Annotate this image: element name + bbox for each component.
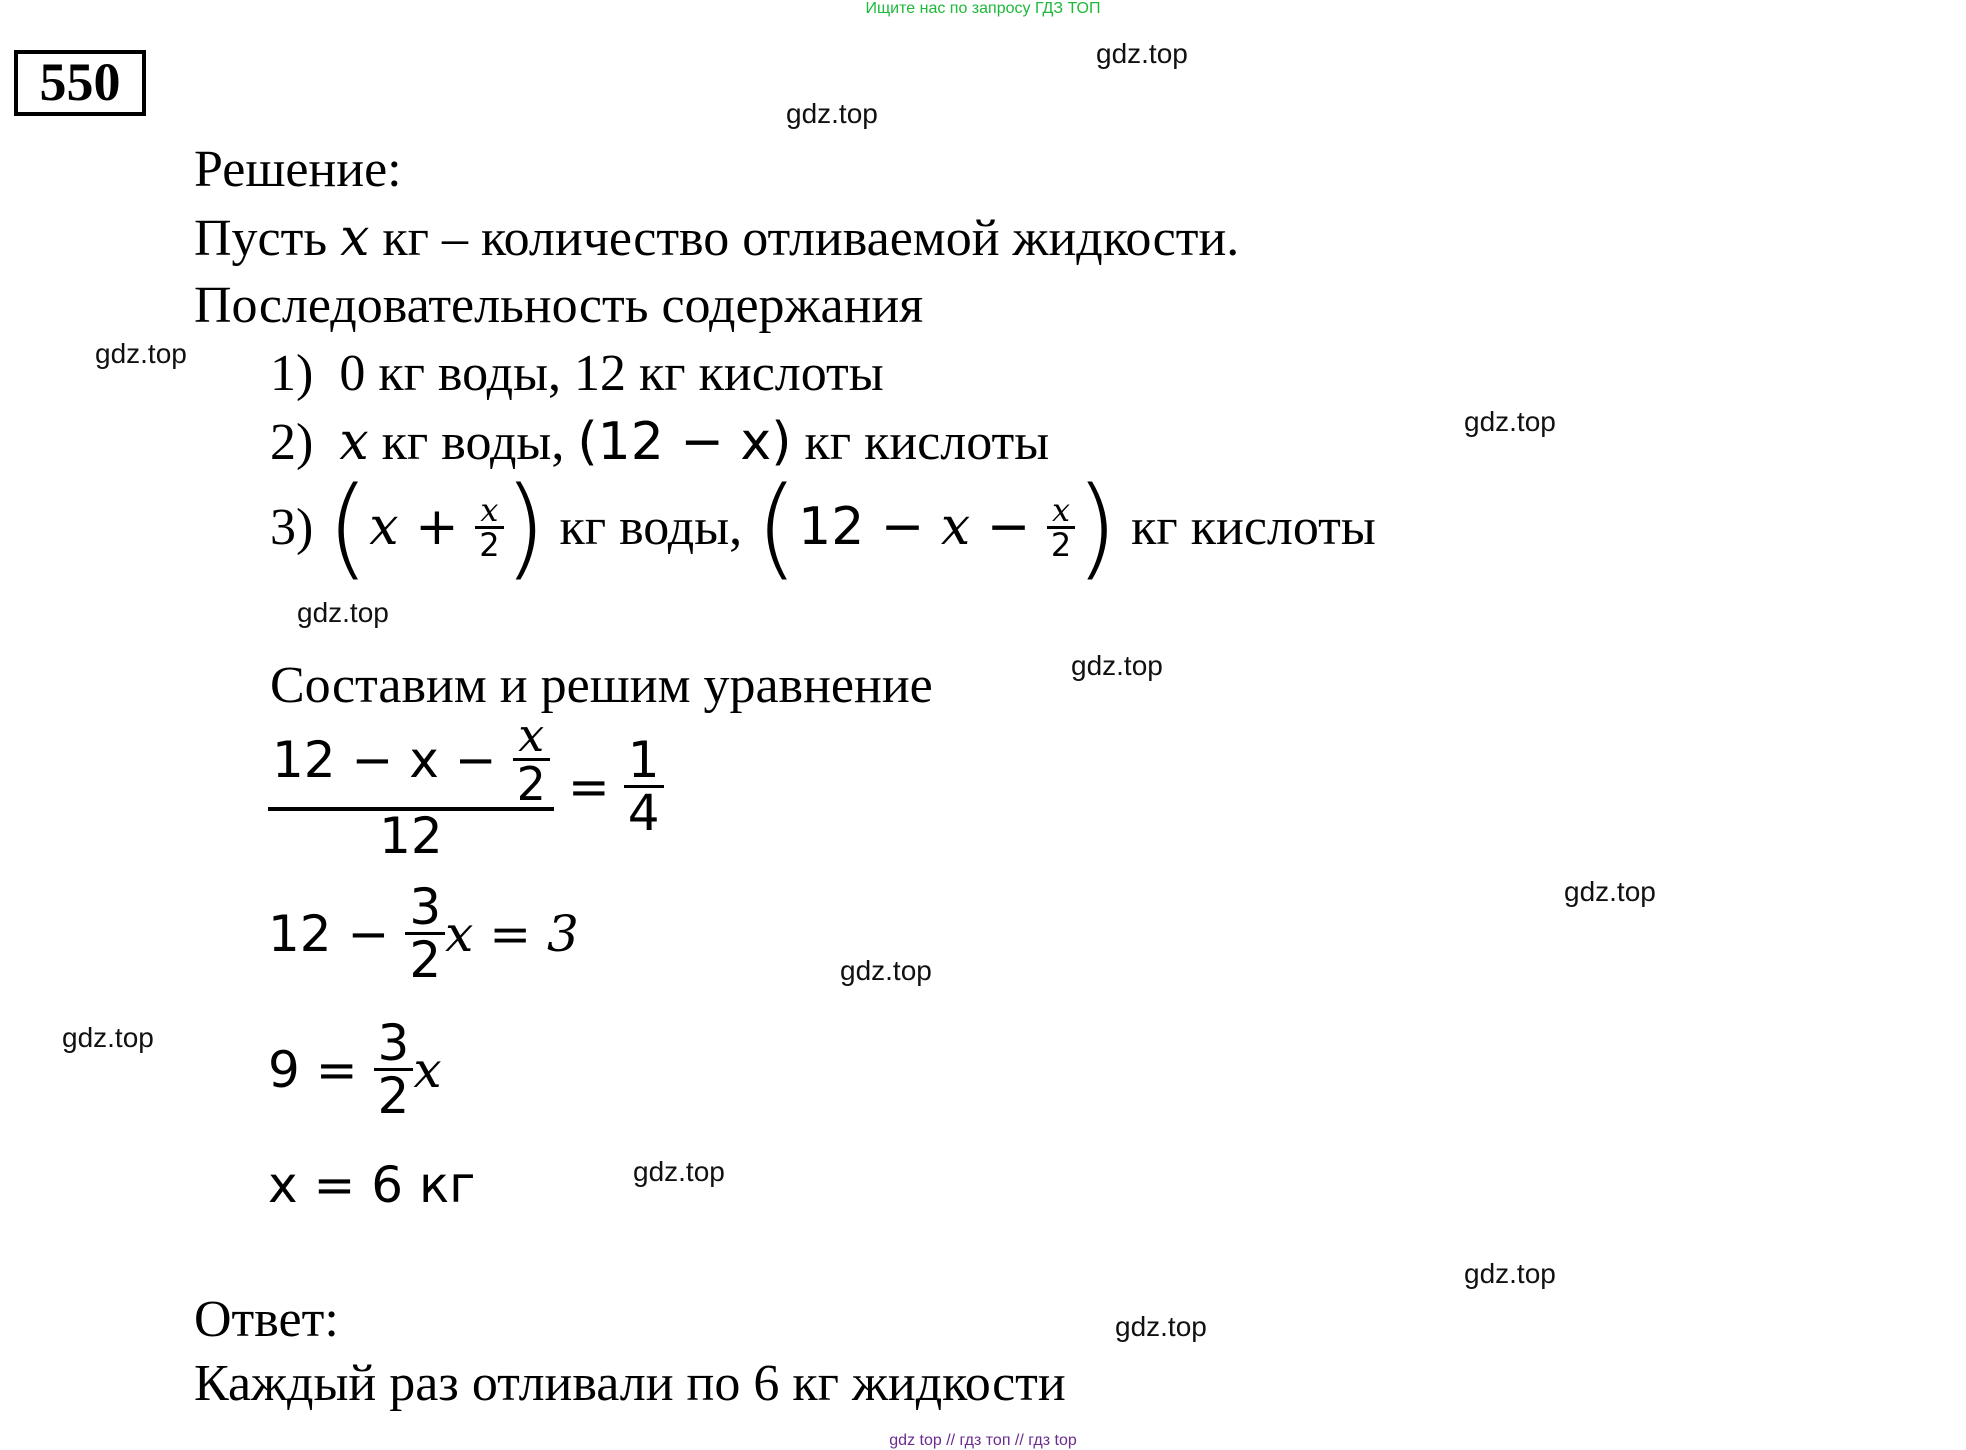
problem-number: 550 bbox=[14, 50, 146, 116]
watermark: gdz.top bbox=[1096, 38, 1188, 69]
equation-heading: Составим и решим уравнение bbox=[270, 657, 933, 714]
watermark: gdz.top bbox=[786, 98, 878, 129]
watermark: gdz.top bbox=[1564, 876, 1656, 907]
watermark: gdz.top bbox=[840, 955, 932, 986]
step-2-acid-expression: (12 − x) bbox=[577, 412, 792, 472]
top-banner[interactable]: Ищите нас по запросу ГДЗ ТОП bbox=[865, 0, 1101, 17]
variable-x: x bbox=[339, 412, 369, 472]
equation-2: 12 − $\frac{3}{2}$ x = 3 bbox=[268, 878, 579, 989]
answer-text: Каждый раз отливали по 6 кг жидкости bbox=[194, 1355, 1066, 1412]
step-2-water: кг воды, bbox=[381, 414, 565, 471]
let-prefix: Пусть bbox=[194, 210, 328, 267]
bottom-links[interactable]: gdz top // гдз топ // гдз top bbox=[889, 1432, 1077, 1449]
step-1 bbox=[270, 344, 884, 403]
let-statement bbox=[194, 208, 1239, 268]
equation-1-rhs: $\frac{1}{4}$ bbox=[624, 735, 664, 838]
variable-x: x bbox=[369, 497, 399, 557]
equation-1: 12 − x − $\frac{x}{2}$ 12 = $\frac{1}{4}$ bbox=[268, 712, 664, 861]
step-2-number: 2) bbox=[270, 414, 314, 471]
step-1-text: 0 кг воды, 12 кг кислоты bbox=[339, 345, 884, 402]
step-2 bbox=[270, 412, 1049, 472]
step-1-number: 1) bbox=[270, 345, 314, 402]
watermark: gdz.top bbox=[1071, 650, 1163, 681]
fraction-x-over-2: $\frac{x}{2}$ bbox=[475, 494, 503, 561]
solution-heading: Решение: bbox=[194, 141, 402, 198]
fraction-x-over-2: $\frac{x}{2}$ bbox=[1047, 494, 1075, 561]
watermark: gdz.top bbox=[95, 338, 187, 369]
step-3-acid: кг кислоты bbox=[1131, 498, 1376, 556]
watermark: gdz.top bbox=[1115, 1311, 1207, 1342]
equation-3: 9 = $\frac{3}{2}$ x bbox=[268, 1014, 442, 1125]
step-3-number: 3) bbox=[270, 498, 314, 556]
let-suffix: кг – количество отливаемой жидкости. bbox=[382, 210, 1240, 267]
equation-1-lhs: 12 − x − $\frac{x}{2}$ 12 bbox=[268, 712, 554, 861]
watermark: gdz.top bbox=[62, 1022, 154, 1053]
step-2-acid: кг кислоты bbox=[804, 414, 1050, 471]
watermark: gdz.top bbox=[297, 597, 389, 628]
variable-x: x bbox=[340, 208, 370, 268]
step-3: 3) ( x + $\frac{x}{2}$ ) кг воды, ( 12 − x − $\frac{x}{2}$ ) кг кислоты bbox=[270, 463, 1376, 591]
step-3-water: кг воды, bbox=[559, 498, 743, 556]
equation-4: x = 6 кг bbox=[268, 1156, 476, 1214]
watermark: gdz.top bbox=[1464, 1258, 1556, 1289]
watermark: gdz.top bbox=[633, 1156, 725, 1187]
answer-heading: Ответ: bbox=[194, 1291, 339, 1348]
sequence-heading: Последовательность содержания bbox=[194, 277, 924, 334]
watermark: gdz.top bbox=[1464, 406, 1556, 437]
